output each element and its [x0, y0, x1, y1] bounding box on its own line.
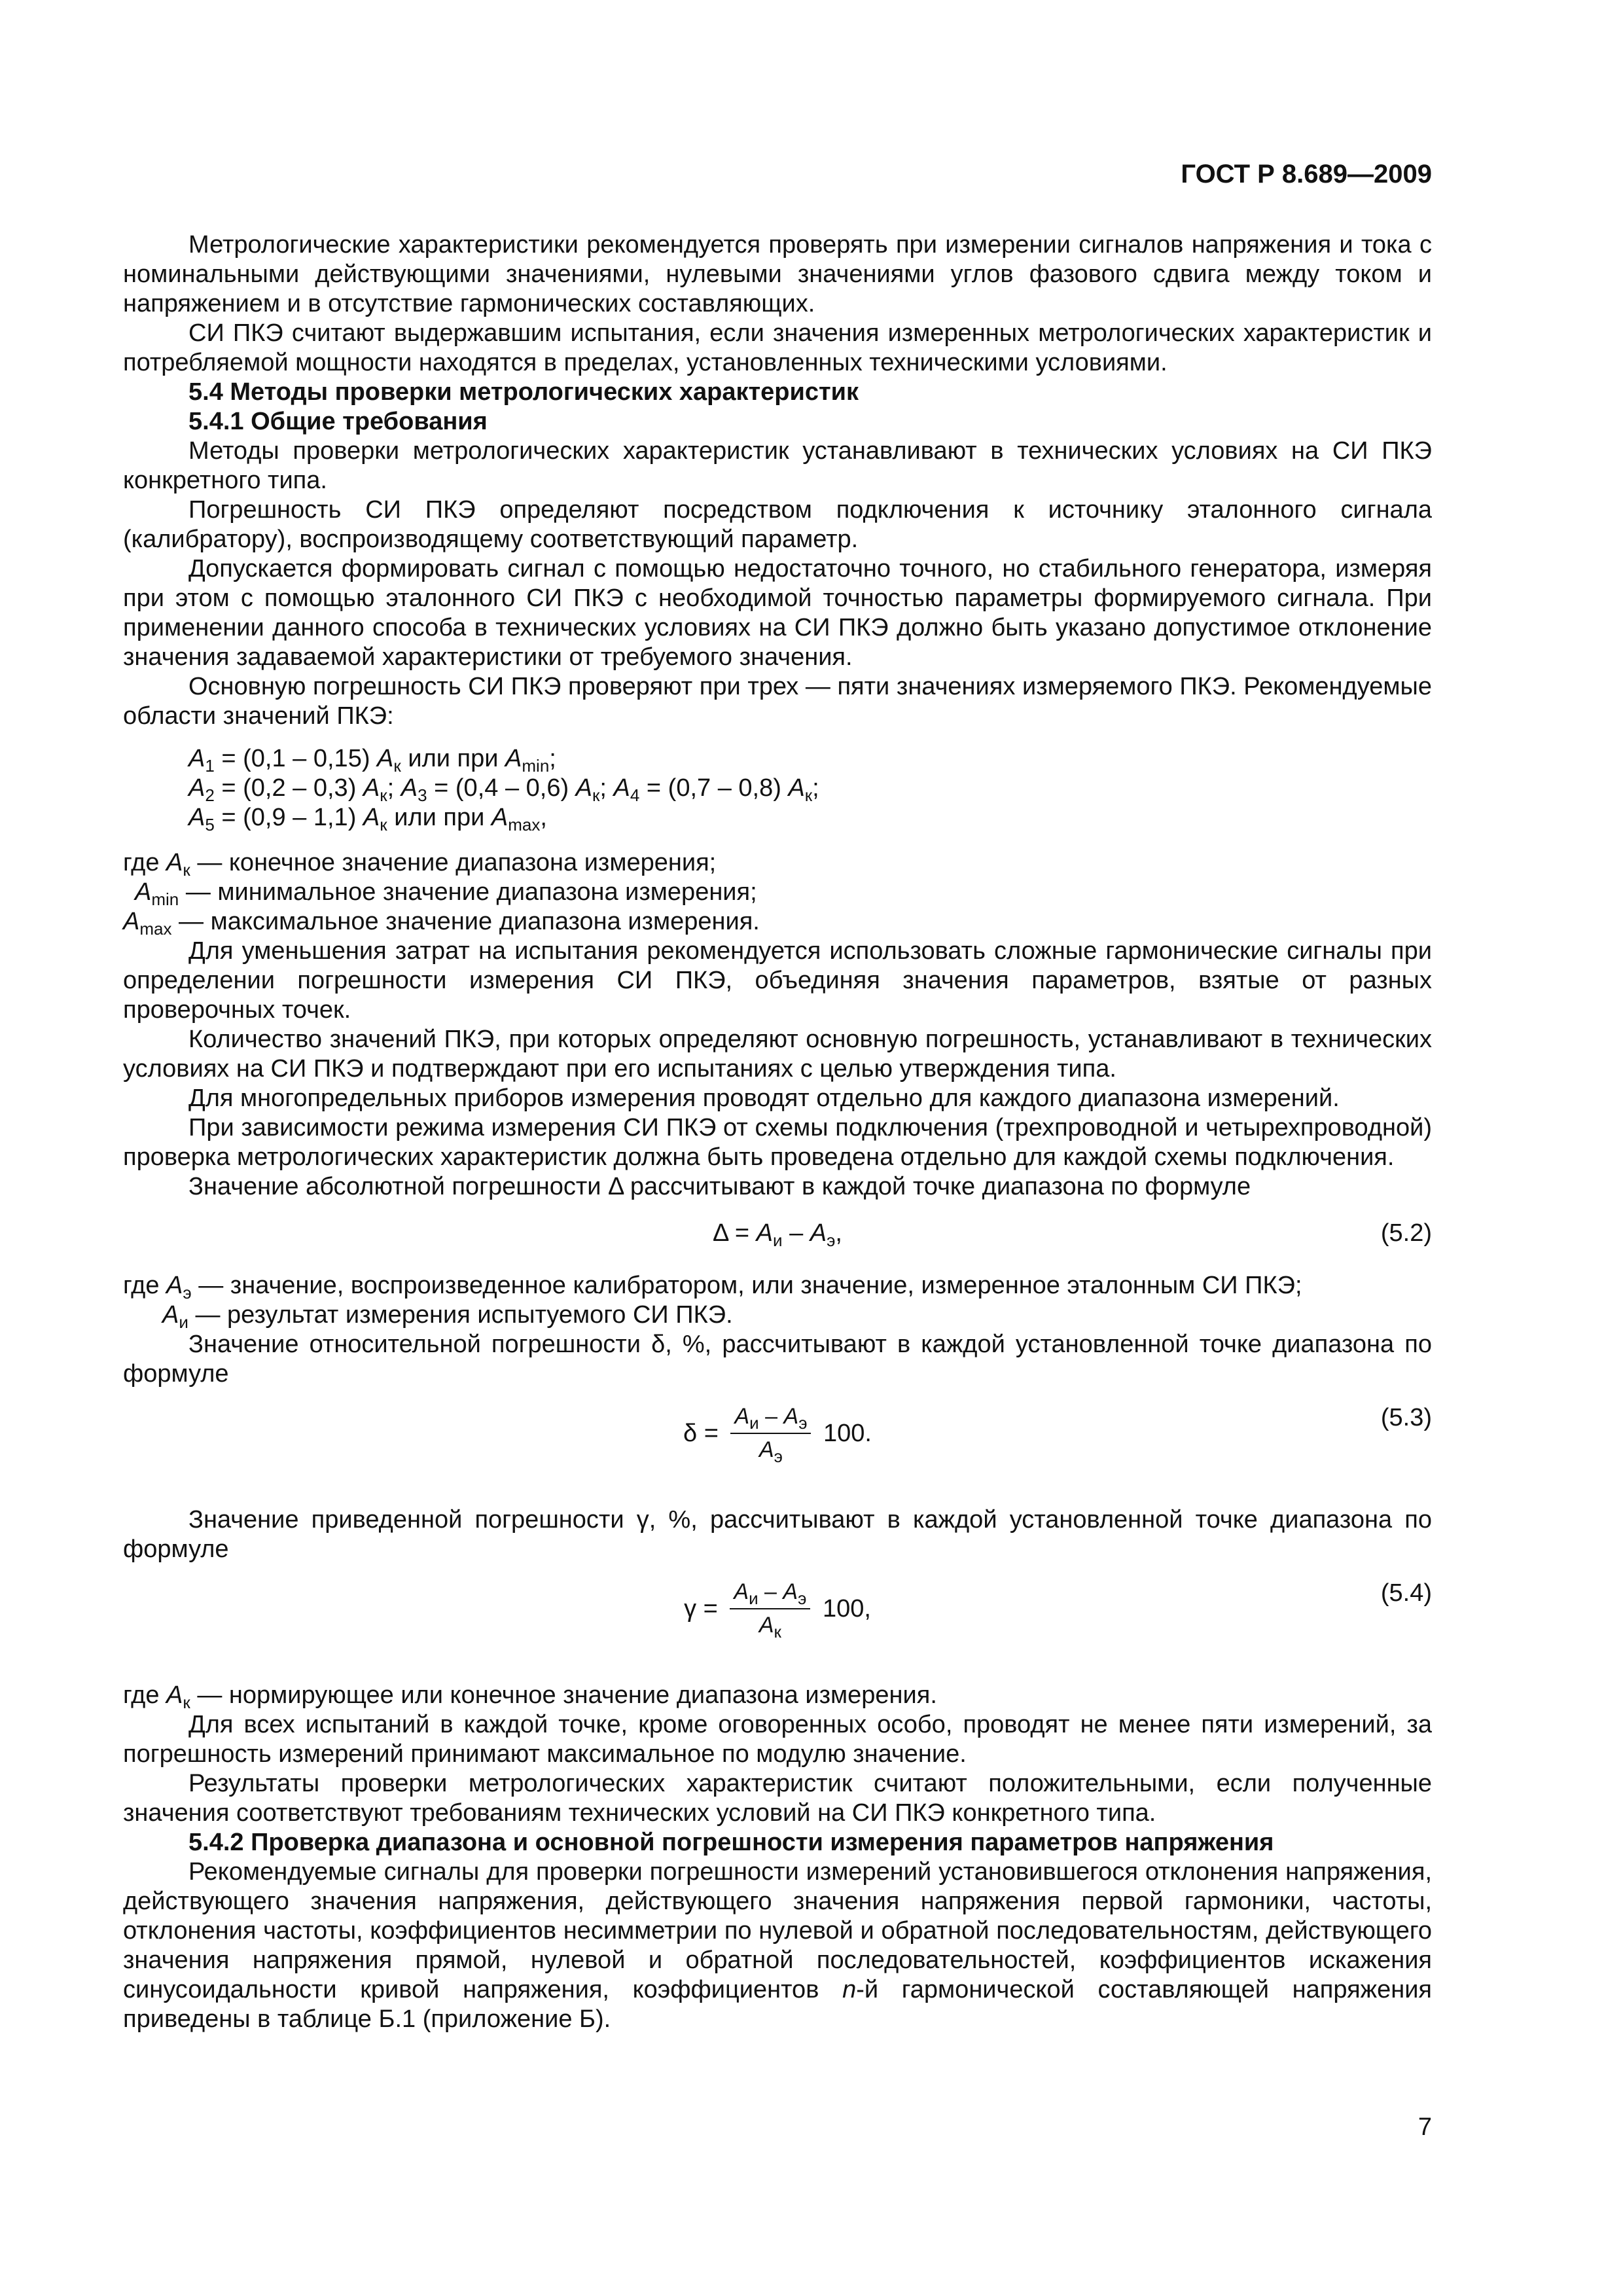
paragraph: При зависимости режима измерения СИ ПКЭ от схемы подключения (трехпроводной и четырехпроводной) проверка метрологических характеристик должна быть проведена отдельно для каждой схемы подключения. — [123, 1114, 1432, 1171]
equation-body: δ = $\frac{A_и - A_э}{A_э}$ 100. — [123, 1402, 1432, 1465]
equation-5-2 — [123, 1207, 1432, 1266]
formula-line: $A_5 = (0,9 - 1,1)$ $A_к$ или при $A_{max}$, — [188, 804, 547, 834]
fraction — [730, 1402, 811, 1465]
paragraph: Метрологические характеристики рекомендуется проверять при измерении сигналов напряжения и тока с номинальными действующими значениями, нулевыми значениями углов фазового сдвига между током и напряжением и в отсутствие гармонических составляющих. — [123, 231, 1432, 317]
paragraph: Допускается формировать сигнал с помощью недостаточно точного, но стабильного генератора, измеряя при этом с помощью эталонного СИ ПКЭ с необходимой точностью параметры формируемого сигнала. При применении данного способа в технических условиях на СИ ПКЭ должно быть указано допустимое отклонение значения задаваемой характеристики от требуемого значения. — [123, 555, 1432, 671]
equation-number: (5.3) — [1380, 1404, 1432, 1431]
paragraph: Значение приведенной погрешности γ, %, рассчитывают в каждой установленной точке диапазона по формуле — [123, 1506, 1432, 1563]
where-block — [123, 848, 1432, 937]
where-line: где $A_э$ — значение, воспроизведенное калибратором, или значение, измеренное эталонным СИ ПКЭ; — [123, 1272, 1302, 1302]
numerator: $A_и - A_э$ — [730, 1402, 811, 1434]
where-block — [123, 1681, 1432, 1710]
denominator: $A_к$ — [758, 1613, 781, 1641]
where-line: $A_{min}$ — минимальное значение диапазона измерения; — [135, 878, 757, 909]
paragraph: Значение абсолютной погрешности Δ рассчитывают в каждой точке диапазона по формуле — [188, 1173, 1251, 1200]
formula-line: $A_2 = (0,2 - 0,3)$ $A_к$; $A_3 = (0,4 - 0,6)$ $A_к$; $A_4 = (0,7 - 0,8)$ $A_к$; — [188, 774, 819, 805]
document-header: ГОСТ Р 8.689—2009 — [1181, 160, 1432, 188]
where-line: где $A_к$ — конечное значение диапазона измерения; — [123, 849, 717, 880]
paragraph: Основную погрешность СИ ПКЭ проверяют при трех — пяти значениях измеряемого ПКЭ. Рекомендуемые области значений ПКЭ: — [123, 673, 1432, 730]
equation-5-3 — [123, 1398, 1432, 1496]
subsection-heading: 5.4.1 Общие требования — [188, 408, 488, 435]
paragraph: Рекомендуемые сигналы для проверки погрешности измерений установившегося отклонения напряжения, действующего значения напряжения, действующего значения напряжения первой гармоники, частоты, отклонения частоты, коэффициентов несимметрии по нулевой и обратной последовательностям, действующего значения напряжения прямой, нулевой и обратной последовательностей, коэффициентов искажения синусоидальности кривой напряжения, коэффициентов n-й гармонической составляющей напряжения приведены в таблице Б.1 (приложение Б). — [123, 1858, 1432, 2033]
equation-number: (5.2) — [1380, 1219, 1432, 1247]
formula-line: $A_1 = (0,1 - 0,15)$ $A_к$ или при $A_{min}$; — [188, 745, 556, 776]
where-line: $A_и$ — результат измерения испытуемого СИ ПКЭ. — [162, 1301, 733, 1332]
equation-body: $\Delta = A_и - A_э$, — [713, 1219, 842, 1250]
subsection-heading: 5.4.2 Проверка диапазона и основной погрешности измерения параметров напряжения — [188, 1829, 1274, 1856]
range-formulas — [123, 744, 1432, 833]
paragraph: Для уменьшения затрат на испытания рекомендуется использовать сложные гармонические сигналы при определении погрешности измерения СИ ПКЭ, объединяя значения параметров, взятые от разных проверочных точек. — [123, 937, 1432, 1024]
where-block — [123, 1271, 1432, 1330]
fraction — [730, 1577, 810, 1640]
paragraph: СИ ПКЭ считают выдержавшим испытания, если значения измеренных метрологических характеристик и потребляемой мощности находятся в пределах, установленных техническими условиями. — [123, 319, 1432, 376]
equation-5-4 — [123, 1573, 1432, 1672]
paragraph: Значение относительной погрешности δ, %, рассчитывают в каждой установленной точке диапазона по формуле — [123, 1331, 1432, 1388]
equation-number: (5.4) — [1380, 1579, 1432, 1607]
where-line: где $A_к$ — нормирующее или конечное значение диапазона измерения. — [123, 1681, 937, 1712]
paragraph: Методы проверки метрологических характеристик устанавливают в технических условиях на СИ ПКЭ конкретного типа. — [123, 437, 1432, 494]
paragraph: Погрешность СИ ПКЭ определяют посредством подключения к источнику эталонного сигнала (калибратору), воспроизводящему соответствующий параметр. — [123, 496, 1432, 553]
document-body — [123, 230, 1432, 2034]
paragraph: Для всех испытаний в каждой точке, кроме оговоренных особо, проводят не менее пяти измерений, за погрешность измерений принимают максимальное по модулю значение. — [123, 1711, 1432, 1768]
paragraph: Для многопредельных приборов измерения проводят отдельно для каждого диапазона измерений. — [188, 1085, 1340, 1112]
page-number: 7 — [1418, 2113, 1432, 2141]
numerator: $A_и - A_э$ — [730, 1577, 810, 1609]
equation-body: γ = $\frac{A_и - A_э}{A_к}$ 100, — [123, 1577, 1432, 1640]
denominator: $A_э$ — [758, 1437, 783, 1466]
paragraph: Результаты проверки метрологических характеристик считают положительными, если полученные значения соответствуют требованиям технических условий на СИ ПКЭ конкретного типа. — [123, 1770, 1432, 1827]
where-line: $A_{max}$ — максимальное значение диапазона измерения. — [123, 908, 760, 939]
paragraph: Количество значений ПКЭ, при которых определяют основную погрешность, устанавливают в технических условиях на СИ ПКЭ и подтверждают при его испытаниях с целью утверждения типа. — [123, 1026, 1432, 1083]
section-heading: 5.4 Методы проверки метрологических характеристик — [188, 378, 859, 406]
